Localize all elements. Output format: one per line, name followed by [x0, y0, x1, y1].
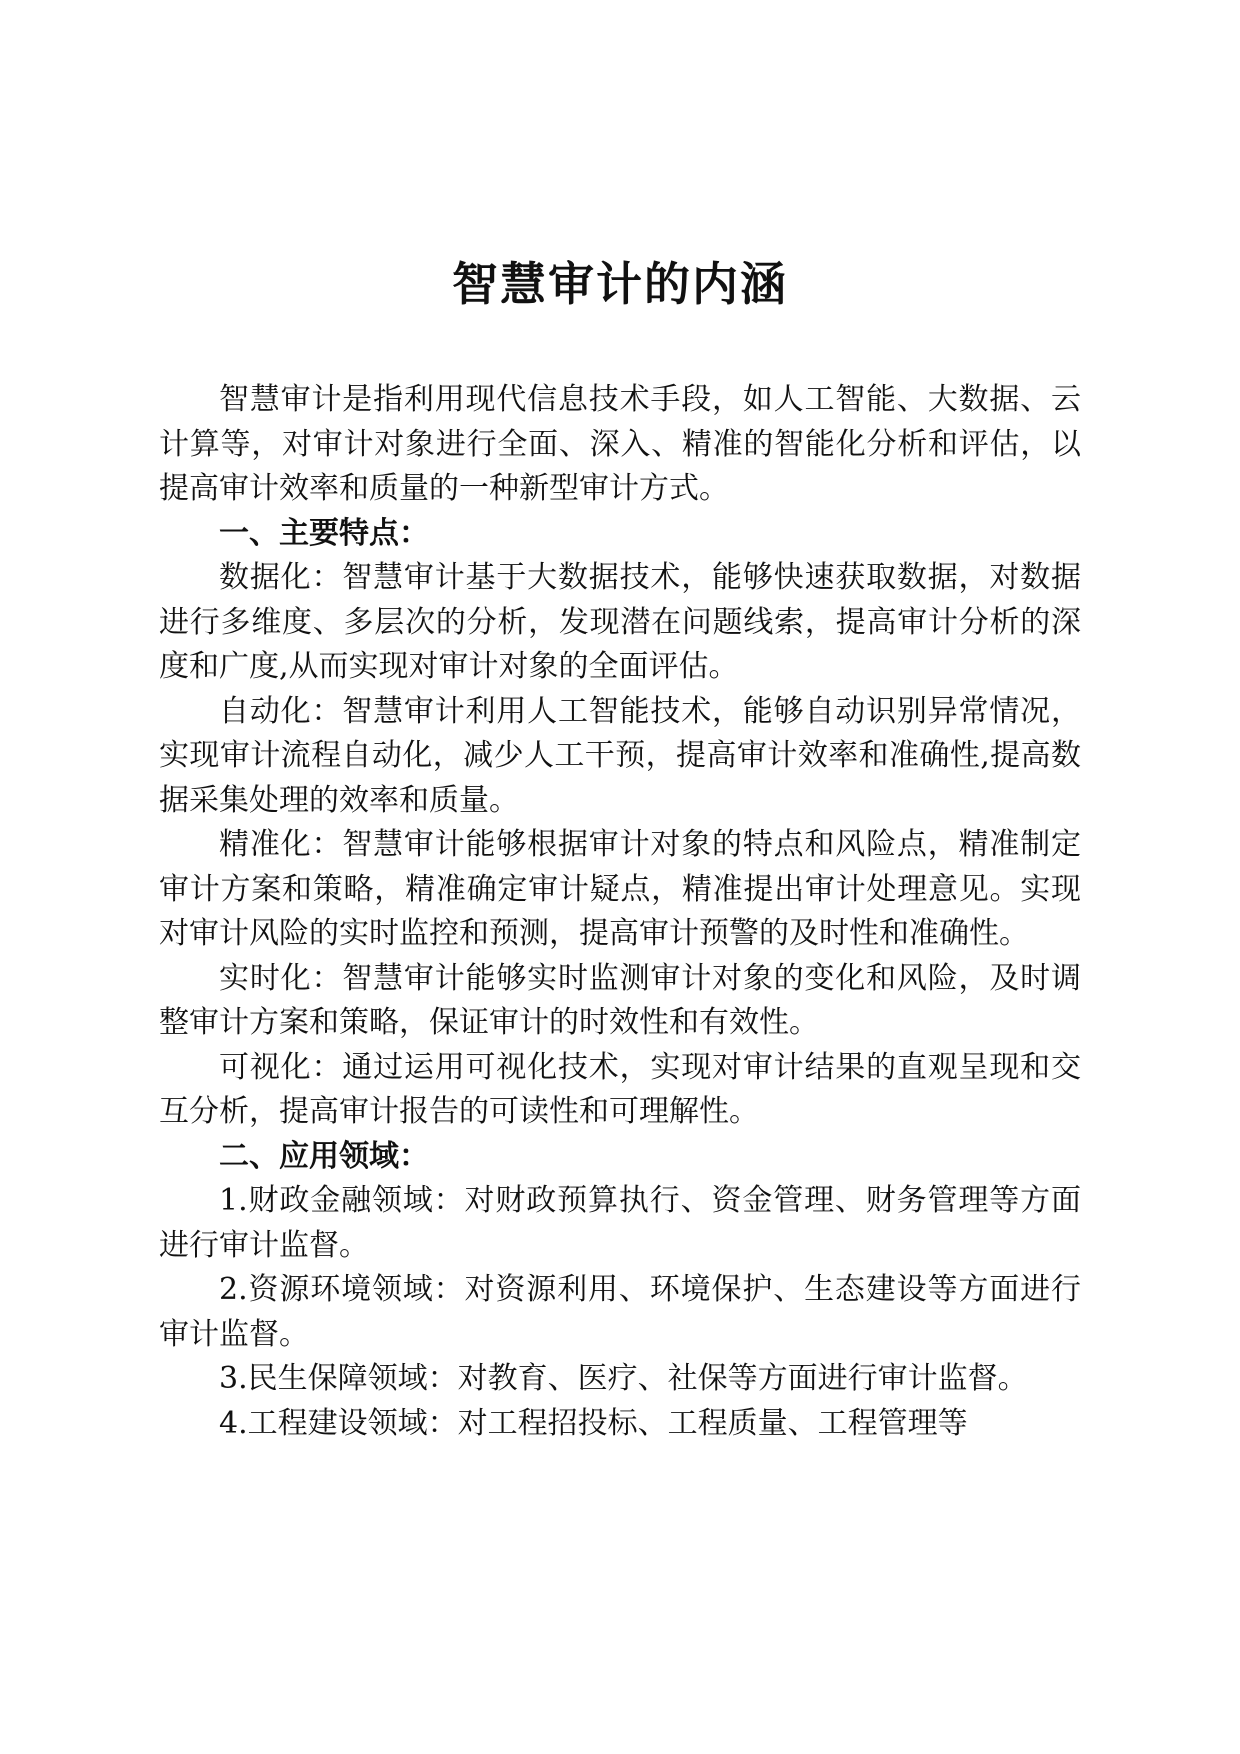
document-title: 智慧审计的内涵 — [452, 257, 788, 311]
application-paragraph-livelihood: 3.民生保障领域：对教育、医疗、社保等方面进行审计监督。 — [219, 1361, 1028, 1396]
feature-paragraph-precision: 精准化：智慧审计能够根据审计对象的特点和风险点，精准制定审计方案和策略，精准确定审计疑点，精准提出审计处理意见。实现对审计风险的实时监控和预测，提高审计预警的及时性和准确性。 — [159, 827, 1081, 951]
feature-paragraph-realtime: 实时化：智慧审计能够实时监测审计对象的变化和风险，及时调整审计方案和策略，保证审计的时效性和有效性。 — [159, 960, 1081, 1040]
feature-paragraph-visualization: 可视化：通过运用可视化技术，实现对审计结果的直观呈现和交互分析，提高审计报告的可读性和可理解性。 — [159, 1049, 1081, 1129]
feature-paragraph-automation: 自动化：智慧审计利用人工智能技术，能够自动识别异常情况，实现审计流程自动化，减少人工干预，提高审计效率和准确性,提高数据采集处理的效率和质量。 — [159, 693, 1081, 818]
application-paragraph-construction: 4.工程建设领域：对工程招投标、工程质量、工程管理等 — [219, 1405, 968, 1441]
section-heading-features: 一、主要特点： — [219, 515, 429, 551]
document-body — [159, 378, 1081, 1446]
application-paragraph-finance: 1.财政金融领域：对财政预算执行、资金管理、财务管理等方面进行审计监督。 — [159, 1183, 1081, 1263]
intro-paragraph: 智慧审计是指利用现代信息技术手段，如人工智能、大数据、云计算等，对审计对象进行全面、深入、精准的智能化分析和评估，以提高审计效率和质量的一种新型审计方式。 — [159, 382, 1081, 506]
application-paragraph-environment: 2.资源环境领域：对资源利用、环境保护、生态建设等方面进行审计监督。 — [159, 1272, 1081, 1352]
feature-paragraph-data: 数据化：智慧审计基于大数据技术，能够快速获取数据，对数据进行多维度、多层次的分析，发现潜在问题线索，提高审计分析的深度和广度,从而实现对审计对象的全面评估。 — [159, 560, 1081, 684]
section-heading-applications: 二、应用领域： — [219, 1138, 429, 1174]
